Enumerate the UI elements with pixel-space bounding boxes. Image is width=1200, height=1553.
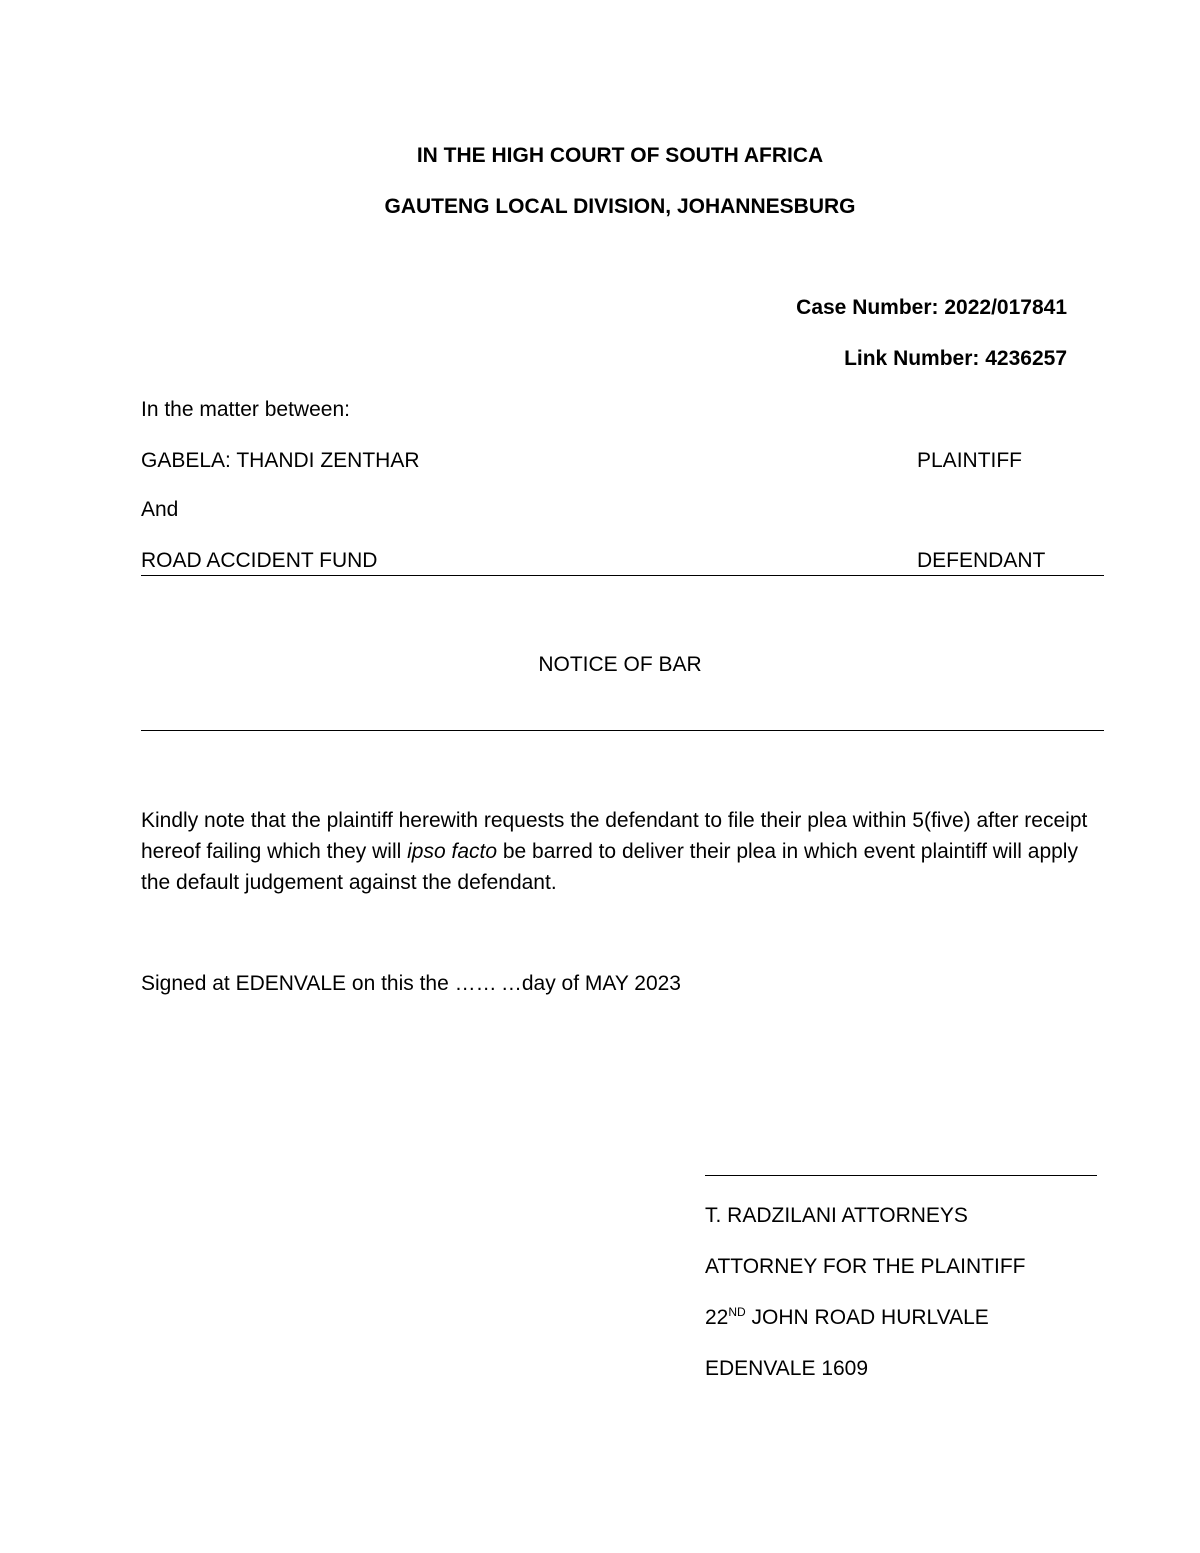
case-number: Case Number: 2022/017841: [796, 296, 1067, 319]
defendant-name: ROAD ACCIDENT FUND: [141, 549, 378, 572]
notice-body-start: Kindly note that the plaintiff herewith requests the defendant to file their plea within 5(five) after receipt hereof failing which they will: [141, 809, 1088, 863]
court-heading: IN THE HIGH COURT OF SOUTH AFRICA: [416, 144, 824, 167]
parties-conjunction: And: [141, 498, 179, 521]
address-number: 22: [705, 1306, 729, 1329]
notice-body-end: be barred to deliver their plea in which event plaintiff will apply the default judgement against the defendant.: [141, 840, 1078, 894]
address-ordinal: ND: [728, 1305, 746, 1319]
title-divider: [141, 730, 1104, 731]
division-heading: GAUTENG LOCAL DIVISION, JOHANNESBURG: [384, 195, 856, 218]
firm-name: T. RADZILANI ATTORNEYS: [705, 1204, 968, 1227]
address-line: [705, 1306, 989, 1330]
notice-body: [141, 805, 1101, 898]
plaintiff-role: PLAINTIFF: [917, 449, 1023, 472]
plaintiff-name: GABELA: THANDI ZENTHAR: [141, 449, 420, 472]
notice-title: NOTICE OF BAR: [538, 653, 702, 676]
link-number: Link Number: 4236257: [844, 347, 1067, 370]
matter-intro: In the matter between:: [141, 398, 350, 421]
parties-divider: [141, 575, 1104, 576]
defendant-role: DEFENDANT: [917, 549, 1046, 572]
address-city: EDENVALE 1609: [705, 1357, 869, 1380]
signature-line: [705, 1175, 1097, 1176]
signed-line: Signed at EDENVALE on this the …… …day of MAY 2023: [141, 972, 681, 995]
notice-body-italic: ipso facto: [407, 840, 498, 863]
address-street: JOHN ROAD HURLVALE: [745, 1306, 989, 1329]
attorney-role: ATTORNEY FOR THE PLAINTIFF: [705, 1255, 1026, 1278]
